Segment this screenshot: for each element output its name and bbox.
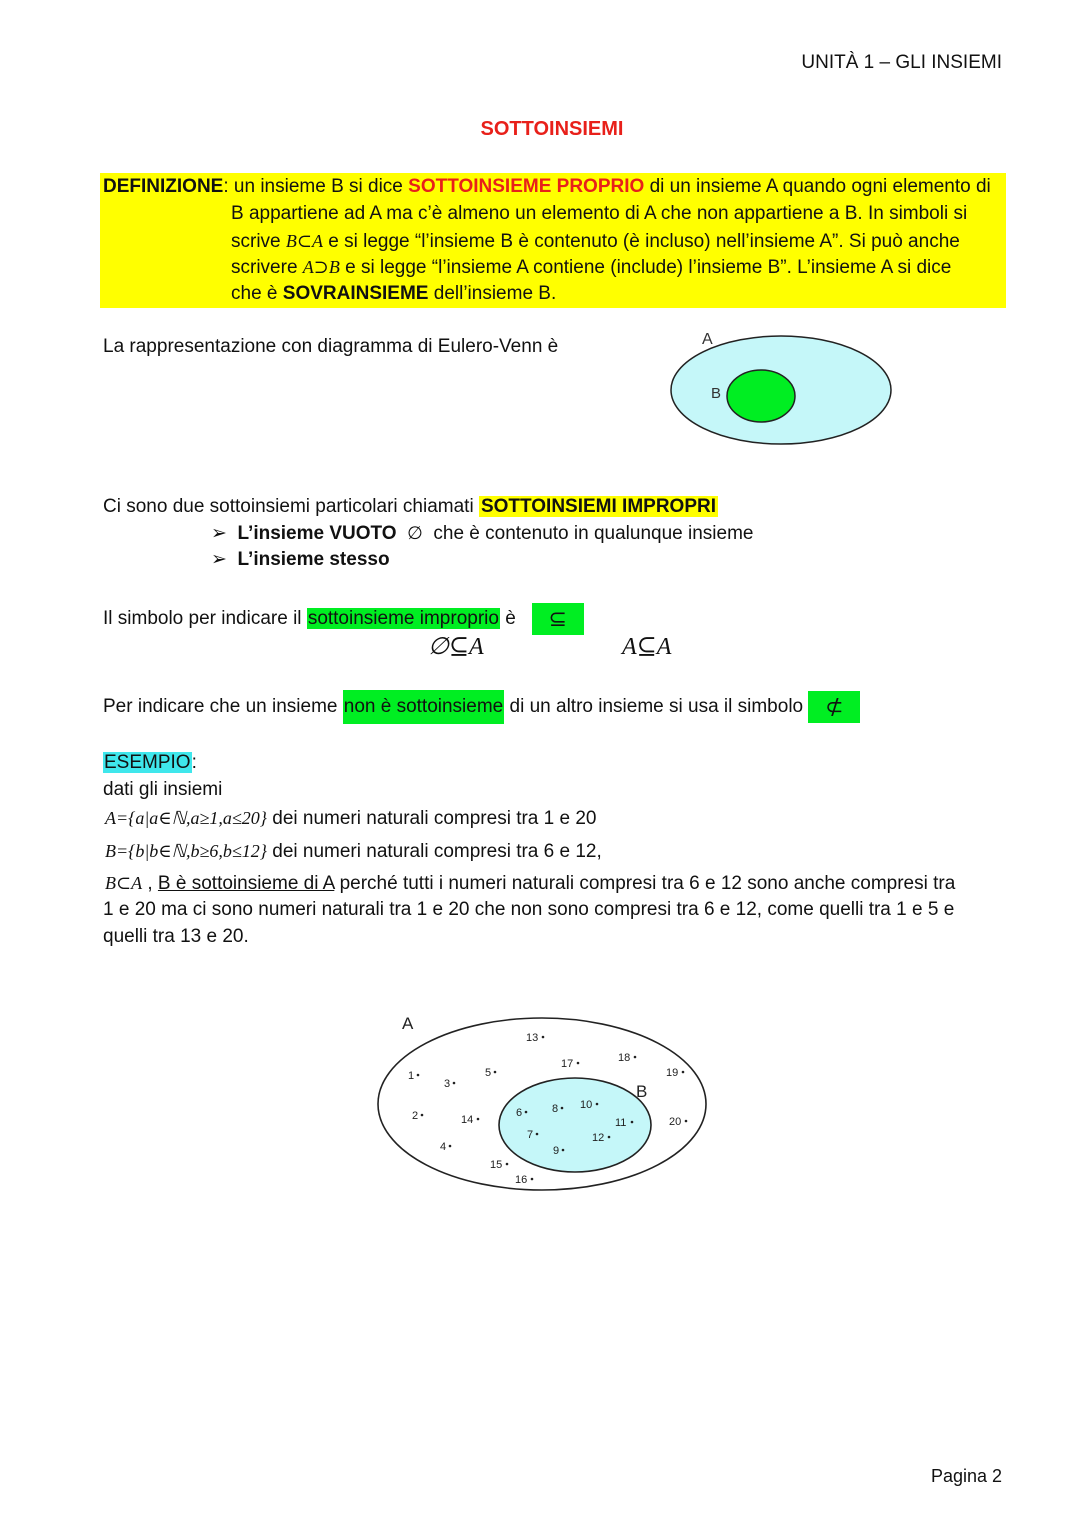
outer-number-dot-18 — [634, 1056, 637, 1059]
definition-line-4 — [231, 254, 951, 281]
example-intro: dati gli insiemi — [103, 779, 223, 800]
improper-intro — [103, 494, 718, 520]
inner-number-dot-7 — [536, 1133, 539, 1136]
example-label: ESEMPIO — [104, 752, 191, 773]
notsubset-text: di un altro insieme si usa il simbolo — [504, 696, 804, 717]
outer-number-dot-20 — [685, 1120, 688, 1123]
venn-diagram-numbers — [370, 1008, 720, 1198]
outer-number-dot-3 — [453, 1082, 456, 1085]
example-colon: : — [191, 752, 197, 773]
venn-diagram-simple — [660, 326, 910, 456]
definition-text: che è — [231, 283, 283, 304]
relation-comma: , — [142, 873, 158, 894]
inner-number-10: 10 — [580, 1099, 593, 1111]
set-a-definition — [105, 805, 596, 832]
bullet-bold: L’insieme stesso — [237, 549, 390, 570]
improper-subsets-highlight: SOTTOINSIEMI IMPROPRI — [480, 496, 717, 517]
relation-underlined: B è sottoinsieme di A — [157, 873, 335, 894]
definition-line-1 — [103, 174, 991, 200]
outer-number-5: 5 — [485, 1067, 492, 1079]
inner-number-dot-11 — [631, 1121, 634, 1124]
set-b-label: B — [711, 385, 722, 402]
inner-number-dot-10 — [596, 1103, 599, 1106]
subset-eq-symbol-box: ⊆ — [532, 603, 584, 635]
inner-number-12: 12 — [592, 1132, 605, 1144]
set-a-formula: A={a|a∈ℕ,a≥1,a≤20} — [105, 808, 267, 828]
notsubset-text: Per indicare che un insieme — [103, 696, 343, 717]
page-header: UNITÀ 1 – GLI INSIEMI — [801, 52, 1002, 73]
inner-number-dot-6 — [525, 1111, 528, 1114]
inner-number-7: 7 — [527, 1129, 534, 1141]
improper-text: Ci sono due sottoinsiemi particolari chiamati — [103, 496, 479, 517]
example-label-line — [103, 750, 197, 776]
definition-text: e si legge “l’insieme B è contenuto (è incluso) nell’insieme A”. Si può anche — [322, 231, 960, 252]
outer-number-dot-4 — [449, 1145, 452, 1148]
set-b-formula: B={b|b∈ℕ,b≥6,b≤12} — [105, 841, 267, 861]
definition-text: scrive — [231, 231, 286, 252]
set-b-definition — [105, 838, 602, 865]
set-a-text: dei numeri naturali compresi tra 1 e 20 — [266, 808, 597, 829]
inner-number-dot-9 — [562, 1149, 565, 1152]
definition-text: e si legge “l’insieme A contiene (include) l’insieme B”. L’insieme A si dice — [339, 257, 952, 278]
superset-notation: A⊃B — [302, 257, 340, 277]
empty-set-symbol: ∅ — [407, 523, 423, 543]
bullet-empty-set — [211, 520, 753, 547]
definition-text: scrivere — [231, 257, 303, 278]
outer-number-13: 13 — [526, 1032, 539, 1044]
outer-number-dot-19 — [682, 1071, 685, 1074]
symbol-text: è — [499, 608, 516, 630]
outer-number-17: 17 — [561, 1058, 574, 1070]
definition-line-3 — [231, 228, 960, 255]
symbol-text: Il simbolo per indicare il — [103, 608, 307, 630]
subset-notation: B⊂A — [285, 231, 323, 251]
example-self-subset: A⊆A — [622, 634, 672, 660]
superset-term: SOVRAINSIEME — [282, 283, 429, 304]
outer-number-3: 3 — [444, 1078, 451, 1090]
set-a-label: A — [402, 1014, 414, 1033]
improper-symbol-line — [103, 603, 584, 635]
outer-number-dot-1 — [417, 1074, 420, 1077]
outer-number-1: 1 — [408, 1070, 415, 1082]
example-line-3: quelli tra 13 e 20. — [103, 926, 249, 947]
proper-subset-term: SOTTOINSIEME PROPRIO — [408, 176, 645, 197]
definition-text: di un insieme A quando ogni elemento di — [644, 176, 991, 197]
inner-number-9: 9 — [553, 1145, 560, 1157]
set-b-label: B — [636, 1082, 648, 1101]
relation-formula: B⊂A — [105, 873, 143, 893]
inner-number-6: 6 — [516, 1107, 523, 1119]
relation-text: perché tutti i numeri naturali compresi tra 6 e 12 sono anche compresi tra — [334, 873, 956, 894]
outer-number-dot-13 — [542, 1036, 545, 1039]
definition-text: dell’insieme B. — [428, 283, 557, 304]
example-empty-subset: ∅⊆A — [428, 634, 484, 660]
definition-text: : un insieme B si dice — [223, 176, 409, 197]
example-line-2: 1 e 20 ma ci sono numeri naturali tra 1 e 20 che non sono compresi tra 6 e 12, come quelli tra 1 e 5 e — [103, 899, 955, 920]
outer-number-dot-14 — [477, 1118, 480, 1121]
inner-number-dot-8 — [561, 1107, 564, 1110]
page-title: SOTTOINSIEMI — [480, 118, 624, 140]
inner-number-dot-12 — [608, 1136, 611, 1139]
improper-subset-highlight: sottoinsieme improprio — [307, 608, 499, 630]
outer-number-15: 15 — [490, 1159, 503, 1171]
inner-number-8: 8 — [552, 1103, 559, 1115]
outer-number-2: 2 — [412, 1110, 419, 1122]
definition-label: DEFINIZIONE — [103, 176, 224, 197]
outer-number-dot-2 — [421, 1114, 424, 1117]
page-footer: Pagina 2 — [930, 1466, 1002, 1486]
set-b-circle — [727, 370, 795, 422]
bullet-arrow-icon: ➢ — [211, 523, 227, 544]
not-subset-highlight: non è sottoinsieme — [343, 690, 505, 724]
set-a-label: A — [702, 331, 713, 348]
outer-number-dot-15 — [506, 1163, 509, 1166]
outer-number-18: 18 — [618, 1052, 631, 1064]
example-relation-line — [105, 870, 955, 897]
not-subset-line — [103, 690, 860, 724]
not-subset-symbol-box: ⊄ — [808, 691, 860, 723]
definition-line-5 — [231, 281, 556, 307]
outer-number-dot-16 — [531, 1178, 534, 1181]
outer-number-20: 20 — [669, 1116, 682, 1128]
bullet-bold: L’insieme VUOTO — [237, 523, 397, 544]
outer-number-dot-5 — [494, 1071, 497, 1074]
inner-number-11: 11 — [615, 1117, 627, 1129]
definition-line-2: B appartiene ad A ma c’è almeno un elemento di A che non appartiene a B. In simboli si — [231, 203, 968, 224]
bullet-text: che è contenuto in qualunque insieme — [433, 523, 754, 544]
bullet-arrow-icon: ➢ — [211, 549, 227, 570]
venn-intro-text: La rappresentazione con diagramma di Eulero-Venn è — [103, 336, 559, 357]
bullet-same-set — [211, 547, 390, 573]
outer-number-14: 14 — [461, 1114, 474, 1126]
set-b-text: dei numeri naturali compresi tra 6 e 12, — [266, 841, 602, 862]
outer-number-dot-17 — [577, 1062, 580, 1065]
outer-number-16: 16 — [515, 1174, 528, 1186]
set-b-ellipse — [499, 1078, 651, 1172]
outer-number-4: 4 — [440, 1141, 447, 1153]
outer-number-19: 19 — [666, 1067, 679, 1079]
